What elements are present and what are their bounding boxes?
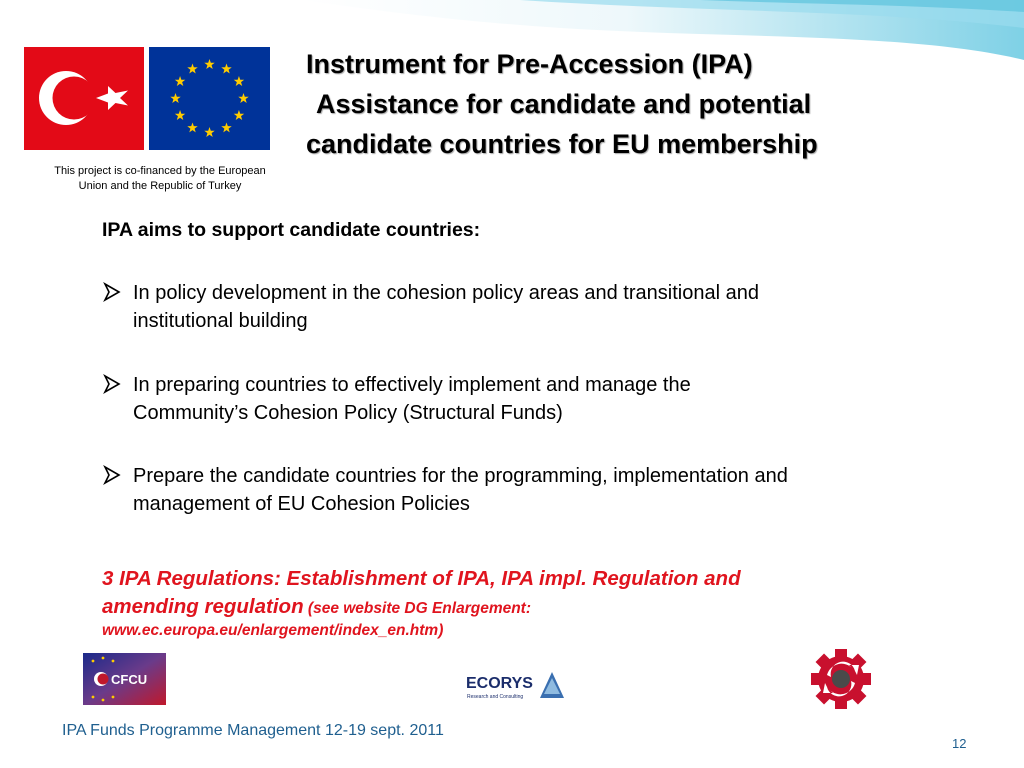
cofinanced-note bbox=[28, 164, 292, 194]
regulations-line: (see website DG Enlargement: bbox=[303, 600, 532, 617]
cofinanced-line: This project is co-financed by the European bbox=[54, 165, 266, 177]
slide-title bbox=[300, 44, 1000, 164]
bullet-line: Prepare the candidate countries for the programming, implementation and bbox=[133, 465, 788, 487]
cfcu-logo bbox=[83, 653, 166, 705]
footer-text: IPA Funds Programme Management 12-19 sept. 2011 bbox=[62, 722, 444, 739]
cofinanced-line: Union and the Republic of Turkey bbox=[78, 180, 242, 192]
eu-flag-icon bbox=[149, 47, 270, 150]
ecorys-logo-text: ECORYS bbox=[466, 675, 533, 692]
bullet-line: Community’s Cohesion Policy (Structural Funds) bbox=[133, 402, 563, 424]
bullet-item bbox=[102, 462, 992, 518]
title-line: candidate countries for EU membership bbox=[306, 129, 818, 159]
bullet-line: In policy development in the cohesion policy areas and transitional and bbox=[133, 282, 759, 304]
bullet-line: In preparing countries to effectively implement and manage the bbox=[133, 374, 691, 396]
regulations-note bbox=[102, 565, 982, 641]
gear-logo-icon bbox=[798, 648, 884, 710]
ecorys-logo bbox=[464, 660, 570, 708]
regulations-line: 3 IPA Regulations: Establishment of IPA, IPA impl. Regulation and bbox=[102, 567, 741, 590]
arrow-bullet-icon bbox=[102, 465, 122, 485]
regulations-link[interactable]: www.ec.europa.eu/enlargement/index_en.htm) bbox=[102, 622, 444, 639]
bullet-line: management of EU Cohesion Policies bbox=[133, 493, 470, 515]
bullet-item bbox=[102, 279, 992, 335]
subheading: IPA aims to support candidate countries: bbox=[102, 219, 481, 241]
cfcu-logo-text: CFCU bbox=[111, 672, 148, 687]
title-line: Instrument for Pre-Accession (IPA) bbox=[306, 49, 753, 79]
regulations-line: amending regulation bbox=[102, 595, 304, 618]
page-number: 12 bbox=[952, 736, 967, 751]
ecorys-logo-subtext: Research and Consulting bbox=[467, 694, 524, 700]
bullet-item bbox=[102, 371, 992, 427]
arrow-bullet-icon bbox=[102, 374, 122, 394]
bullet-line: institutional building bbox=[133, 310, 308, 332]
arrow-bullet-icon bbox=[102, 282, 122, 302]
title-line: Assistance for candidate and potential bbox=[316, 89, 812, 119]
bullet-list bbox=[102, 279, 992, 554]
turkey-flag-icon bbox=[24, 47, 144, 150]
